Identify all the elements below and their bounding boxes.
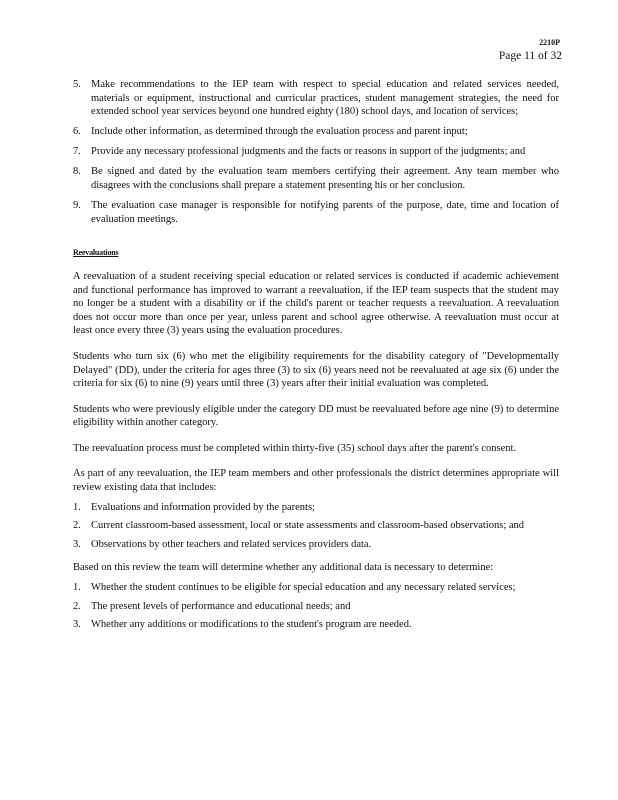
page-number: Page 11 of 32 (498, 50, 562, 62)
list-item (73, 78, 559, 119)
list-number: 1. (73, 501, 81, 513)
list-number: 9. (73, 200, 81, 212)
list-text: Include other information, as determined through the evaluation process and parent input; (91, 126, 468, 138)
list-item (73, 501, 559, 515)
list-text: Provide any necessary professional judgments and the facts or reasons in support of the judgments; and (91, 146, 526, 158)
list-text: Current classroom-based assessment, local or state assessments and classroom-based observations; and (91, 520, 525, 532)
list-number: 8. (73, 166, 81, 178)
list-text: The evaluation case manager is responsible for notifying parents of the purpose, date, time and location of evaluation meetings. (91, 200, 559, 225)
policy-code: 2210P (539, 38, 560, 47)
list-item (73, 600, 559, 614)
review-data-list (73, 501, 559, 552)
list-item (73, 618, 559, 632)
document-body (73, 78, 559, 637)
list-number: 5. (73, 79, 81, 90)
determination-list (73, 581, 559, 632)
list-text: Evaluations and information provided by the parents; (91, 501, 315, 513)
list-item (73, 199, 559, 226)
list-number: 2. (73, 600, 81, 612)
list-item (73, 165, 559, 192)
paragraph: A reevaluation of a student receiving special education or related services is conducted if academic achievement and functional performance has improved to warrant a reevaluation, if the IEP team suspects that the student may no longer be a student with a disability or if the child's parent or teacher requests a reevaluation. A reevaluation does not occur more than once per year, unless parent and school agree otherwise. A reevaluation must occur at least once every three (3) years using the evaluation procedures. (73, 270, 559, 337)
list-text: The present levels of performance and educational needs; and (91, 600, 351, 612)
list-number: 2. (73, 520, 81, 532)
evaluation-report-list (73, 78, 559, 226)
paragraph: The reevaluation process must be completed within thirty-five (35) school days after the parent's consent. (73, 442, 517, 454)
list-text: Whether the student continues to be eligible for special education and any necessary related services; (91, 582, 516, 594)
list-number: 7. (73, 146, 81, 158)
list-text: Observations by other teachers and related services providers data. (91, 538, 372, 550)
list-text: Be signed and dated by the evaluation team members certifying their agreement. Any team member who disagrees with the conclusions shall prepare a statement presenting his or her conclusion. (91, 166, 559, 192)
list-item (73, 145, 559, 159)
paragraph: Based on this review the team will determine whether any additional data is necessary to determine: (73, 562, 494, 574)
list-item (73, 125, 559, 139)
list-number: 6. (73, 126, 81, 138)
paragraph: Students who turn six (6) who met the eligibility requirements for the disability category of "Developmentally Delayed" (DD), under the criteria for ages three (3) to six (6) years need not be reevaluated at age six (6) under the criteria for six (6) to nine (9) years until three (3) years after their initial evaluation was completed. (73, 350, 559, 390)
list-item (73, 538, 559, 552)
paragraph: As part of any reevaluation, the IEP team members and other professionals the district determines appropriate will review existing data that includes: (73, 468, 559, 494)
paragraph: Students who were previously eligible under the category DD must be reevaluated before age nine (9) to determine eligibility within another category. (73, 403, 559, 429)
list-number: 3. (73, 538, 81, 550)
section-heading: Reevaluations (73, 248, 119, 258)
list-number: 1. (73, 582, 81, 594)
list-text: Make recommendations to the IEP team with respect to special education and related services needed, materials or equipment, instructional and curricular practices, student management strategies, the need for extended school year services beyond one hundred eighty (180) school days, and location of services; (91, 79, 559, 118)
list-number: 3. (73, 619, 81, 631)
list-item (73, 519, 559, 533)
list-text: Whether any additions or modifications to the student's program are needed. (91, 619, 412, 631)
list-item (73, 581, 559, 595)
